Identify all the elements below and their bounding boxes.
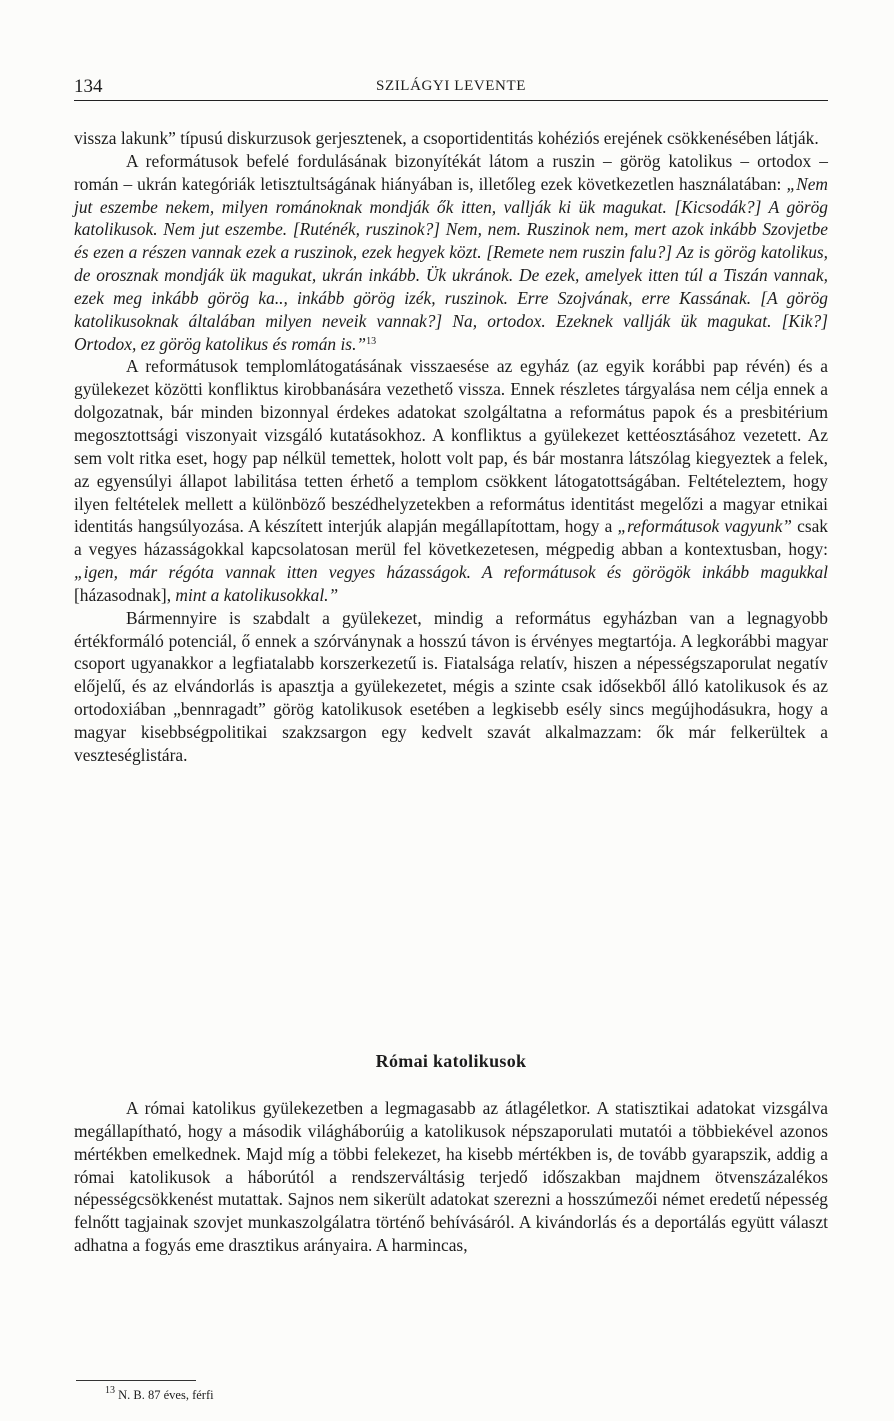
main-text (74, 127, 828, 767)
inline-quote: mint a katolikusokkal.” (175, 584, 339, 605)
footnote (105, 1385, 214, 1403)
footnote-ref: 13 (366, 335, 377, 347)
paragraph-reformed-categories (74, 150, 828, 356)
interview-quote: „Nem jut eszembe nekem, milyen románoknak mondják ők itten, vallják ki ük magukat. [Kicsodák?] A görög katolikusok. Nem jut eszembe. [Ruténék, ruszinok?] Nem, nem. Ruszinok nem, mert azok inkább Szovjetbe és ezen a részen vannak ezek a ruszinok, ezek hegyek közt. [Remete nem ruszin falu?] Az is görög katolikus, de orosznak mondják ük magukat, ukrán inkább. Ük ukránok. De ezek, amelyek itten túl a Tiszán vannak, ezek meg inkább görög ka.., inkább görög izék, ruszinok. Erre Szojvának, erre Kassának. [A görög katolikusoknak általában milyen neveik vannak?] Na, ortodox. Ezeknek vallják ük magukat. [Kik?] Ortodox, ez görög katolikus és román is.” (74, 173, 828, 354)
editorial-insert: [házasodnak], (74, 584, 172, 605)
footnote-text: N. B. 87 éves, férfi (118, 1388, 214, 1402)
paragraph-roman-catholics: A római katolikus gyülekezetben a legmagasabb az átlagéletkor. A statisztikai adatokat vizsgálva megállapítható, hogy a második világháborúig a katolikusok népszaporulati mutatói a többiekével azonos mértékben emelkednek. Majd míg a többi felekezet, ha kisebb mértékben is, de tovább gyarapszik, addig a római katolikusok a háborútól a rendszerváltásig terjedő időszakban majdnem ötvenszázalékos népességcsökkenést mutattak. Sajnos nem sikerült adatokat szerezni a hosszúmezői német eredetű népesség felnőtt tagjainak szovjet munkaszolgálatra történő behívásáról. A kivándorlás és a deportálás együtt választ adhatna a fogyás eme drasztikus arányaira. A harmincas, (74, 1098, 828, 1256)
page-number: 134 (74, 76, 103, 97)
running-head: SZILÁGYI LEVENTE (376, 78, 526, 94)
paragraph-congregation: Bármennyire is szabdalt a gyülekezet, mindig a református egyházban van a legnagyobb értékformáló potenciál, ő ennek a szórványnak a hosszú távon is érvényes megtartója. A legkorábbi magyar csoport ugyanakkor a legfiatalabb korszerkezetű is. Fiatalsága relatív, hiszen a népességszaporulat negatív előjelű, és az elvándorlás is apasztja a gyülekezetet, mégis a szinte csak idősekből álló katolikusok és az ortodoxiában „bennragadt” görög katolikusok esetében a legkisebb esély sincs megújhodásukra, hogy a magyar kisebbségpolitikai szakzsargon egy kedvelt szavát alkalmazzam: ők már felkerültek a veszteséglistára. (74, 607, 828, 765)
paragraph-text: A reformátusok befelé fordulásának bizonyítékát látom a ruszin – görög katolikus – ortodox – román – ukrán kategóriák letisztultságának hiányában is, illetőleg ezek következetlen használatában: (74, 150, 828, 194)
footnote-divider (76, 1380, 196, 1381)
section-text (74, 1097, 828, 1257)
paragraph-church-attendance (74, 355, 828, 606)
paragraph-text: A reformátusok templomlátogatásának visszaesése az egyház (az egyik korábbi pap révén) és a gyülekezet közötti konfliktus kirobbanására vezethető vissza. Ennek részletes tárgyalása nem célja ennek a dolgozatnak, bár minden bizonnyal érdekes adatokat szolgáltatna a református papok és a presbitérium megosztottsági viszonyait vizsgáló kutatásokhoz. A konfliktus a gyülekezet kettéosztásához vezetett. Az sem volt ritka eset, hogy pap nélkül temettek, holott volt pap, és bár mostanra látszólag kiegyeztek a felek, az egyensúlyi állapot labilitása tetten érhető a templom csökkent látogatottságában. Feltételeztem, hogy ilyen feltételek mellett a különböző beszédhelyzetekben a református identitást megelőzi a magyar etnikai identitás hangsúlyozása. A készített interjúk alapján megállapítottam, hogy a (74, 356, 828, 537)
inline-quote: „igen, már régóta vannak itten vegyes házasságok. A reformátusok és görögök inkább magukkal (74, 562, 828, 583)
inline-quote: „reformátusok vagyunk” (617, 516, 792, 537)
footnote-number: 13 (105, 1385, 115, 1396)
paragraph-continuation: vissza lakunk” típusú diskurzusok gerjesztenek, a csoportidentitás kohéziós erejének csökkenésében látják. (74, 128, 819, 148)
section-heading: Római katolikusok (375, 1051, 527, 1071)
paragraph-text: csak a vegyes házasságokkal kapcsolatosan merül fel következetesen, mégpedig abban a kontextusban, hogy: (74, 516, 828, 560)
page-header (74, 74, 828, 101)
